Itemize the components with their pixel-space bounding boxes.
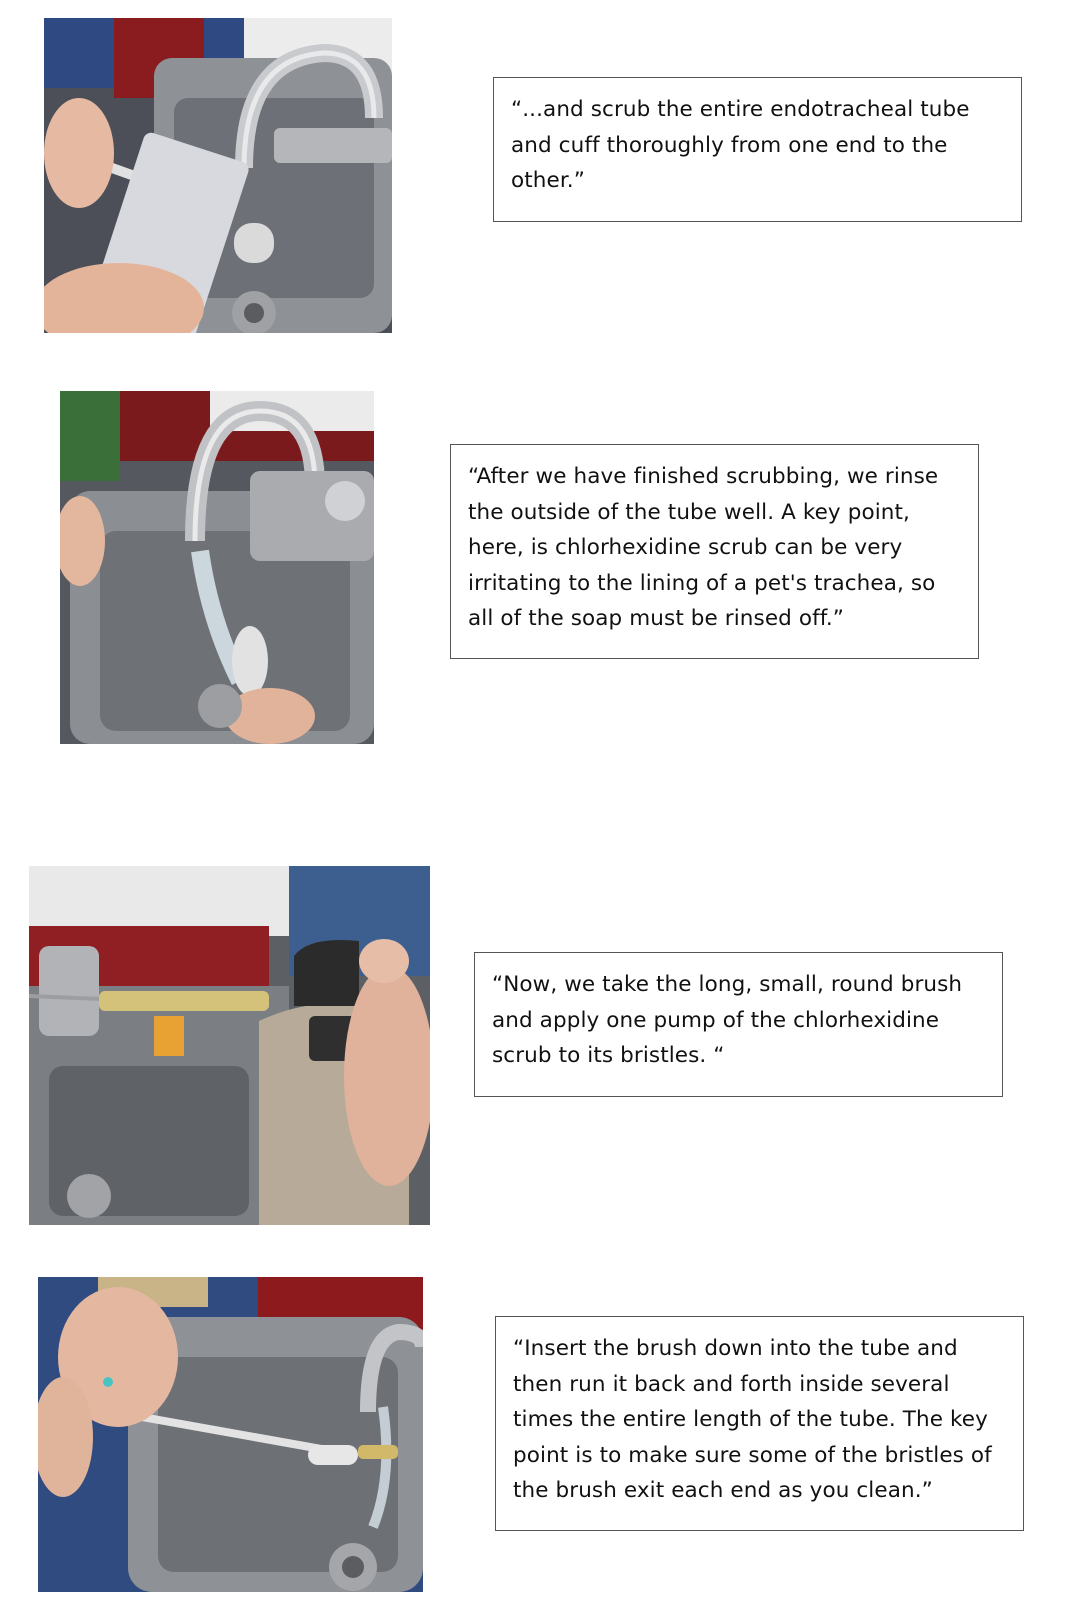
step-3-caption: “Now, we take the long, small, round brush and apply one pump of the chlorhexidine scrub to its bristles. “ [474,952,1003,1097]
step-1-caption: “...and scrub the entire endotracheal tube and cuff thoroughly from one end to the other.” [493,77,1022,222]
step-4-caption: “Insert the brush down into the tube and then run it back and forth inside several times the entire length of the tube. The key point is to make sure some of the bristles of the brush exit each end as you clean.” [495,1316,1024,1531]
step-4-photo [38,1277,423,1592]
step-3-photo [29,866,430,1225]
step-2-photo [60,391,374,744]
step-2-caption: “After we have finished scrubbing, we rinse the outside of the tube well. A key point, here, is chlorhexidine scrub can be very irritating to the lining of a pet's trachea, so all of the soap must be rinsed off.” [450,444,979,659]
step-1-photo [44,18,392,333]
